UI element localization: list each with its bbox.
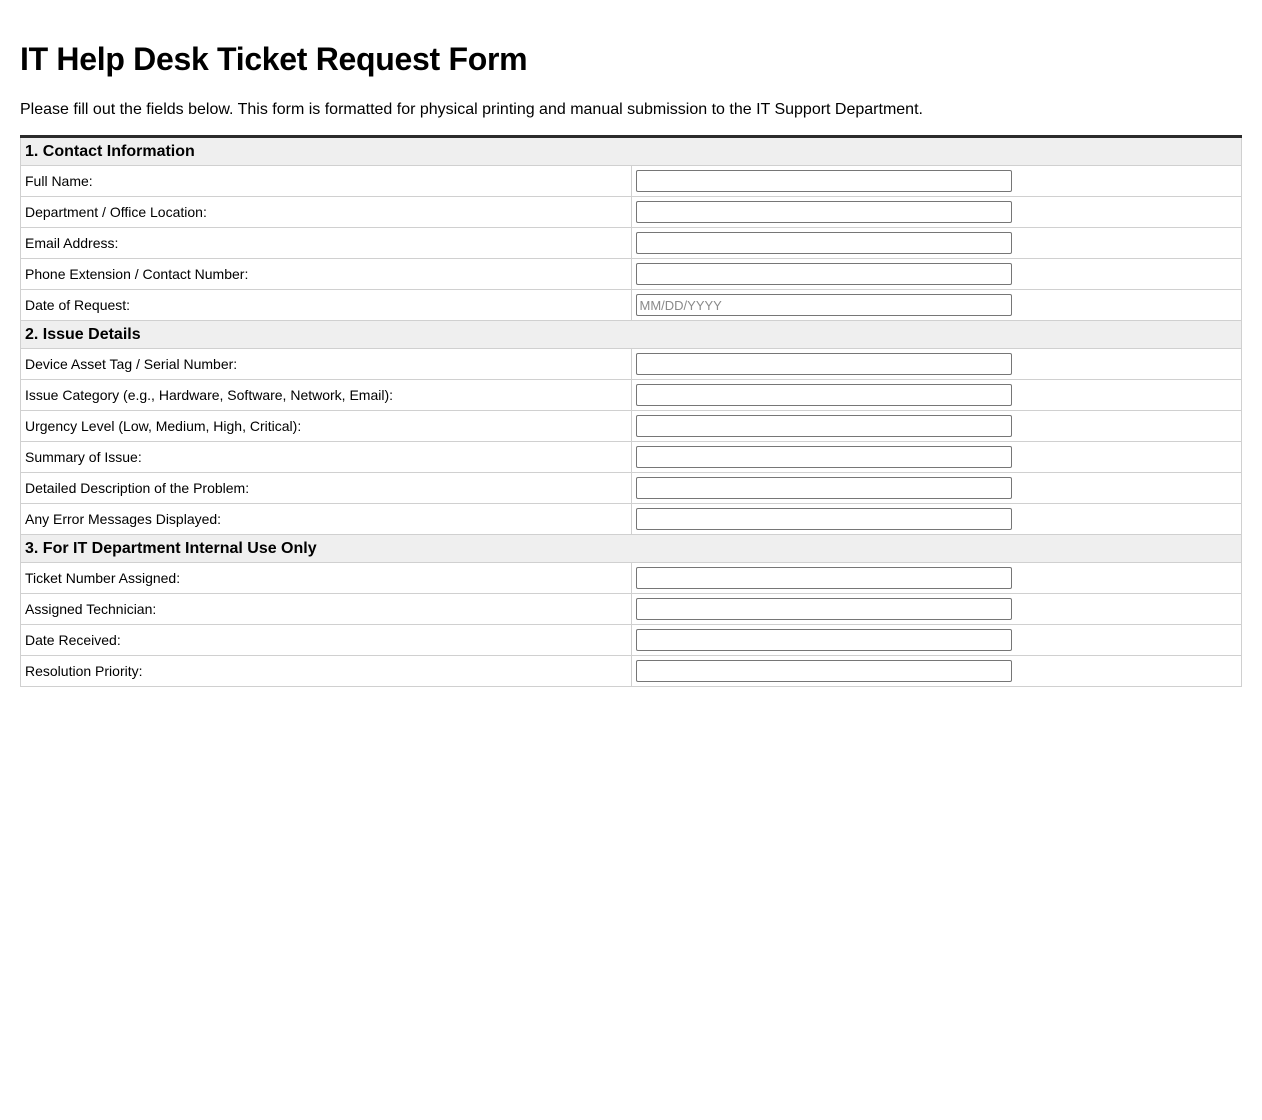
form-instructions: Please fill out the fields below. This form is formatted for physical printing and manual submission to the IT Support Department. xyxy=(20,101,923,118)
department-location-input[interactable] xyxy=(636,201,1012,223)
field-label: Date Received: xyxy=(21,625,632,656)
page-title: IT Help Desk Ticket Request Form xyxy=(20,41,528,77)
field-label: Assigned Technician: xyxy=(21,594,632,625)
field-label: Issue Category (e.g., Hardware, Software, Network, Email): xyxy=(21,380,632,411)
form-row-full-name xyxy=(21,166,1242,197)
field-label: Device Asset Tag / Serial Number: xyxy=(21,349,632,380)
form-row-resolution-priority xyxy=(21,656,1242,687)
field-label: Resolution Priority: xyxy=(21,656,632,687)
form-row-email xyxy=(21,228,1242,259)
field-label: Any Error Messages Displayed: xyxy=(21,504,632,535)
problem-description-input[interactable] xyxy=(636,477,1012,499)
section-header-contact xyxy=(21,137,1242,166)
field-label: Urgency Level (Low, Medium, High, Critical): xyxy=(21,411,632,442)
email-address-input[interactable] xyxy=(636,232,1012,254)
issue-category-input[interactable] xyxy=(636,384,1012,406)
section-heading: 2. Issue Details xyxy=(21,321,1242,349)
field-label: Date of Request: xyxy=(21,290,632,321)
form-row-summary xyxy=(21,442,1242,473)
section-heading: 3. For IT Department Internal Use Only xyxy=(21,535,1242,563)
section-heading: 1. Contact Information xyxy=(21,137,1242,166)
form-row-date-received xyxy=(21,625,1242,656)
form-row-issue-category xyxy=(21,380,1242,411)
form-row-ticket-number xyxy=(21,563,1242,594)
section-header-internal-use xyxy=(21,535,1242,563)
form-row-asset-tag xyxy=(21,349,1242,380)
urgency-level-input[interactable] xyxy=(636,415,1012,437)
assigned-technician-input[interactable] xyxy=(636,598,1012,620)
resolution-priority-input[interactable] xyxy=(636,660,1012,682)
field-label: Ticket Number Assigned: xyxy=(21,563,632,594)
date-of-request-input[interactable] xyxy=(636,294,1012,316)
date-received-input[interactable] xyxy=(636,629,1012,651)
error-messages-input[interactable] xyxy=(636,508,1012,530)
form-page xyxy=(20,0,1242,687)
field-label: Summary of Issue: xyxy=(21,442,632,473)
ticket-number-input[interactable] xyxy=(636,567,1012,589)
asset-tag-input[interactable] xyxy=(636,353,1012,375)
form-row-department xyxy=(21,197,1242,228)
section-header-issue-details xyxy=(21,321,1242,349)
form-row-date-of-request xyxy=(21,290,1242,321)
field-label: Full Name: xyxy=(21,166,632,197)
field-label: Email Address: xyxy=(21,228,632,259)
form-row-phone xyxy=(21,259,1242,290)
field-label: Phone Extension / Contact Number: xyxy=(21,259,632,290)
issue-summary-input[interactable] xyxy=(636,446,1012,468)
field-label: Detailed Description of the Problem: xyxy=(21,473,632,504)
form-row-technician xyxy=(21,594,1242,625)
phone-extension-input[interactable] xyxy=(636,263,1012,285)
form-row-error-messages xyxy=(21,504,1242,535)
form-row-description xyxy=(21,473,1242,504)
ticket-form-table xyxy=(20,135,1242,687)
form-row-urgency xyxy=(21,411,1242,442)
full-name-input[interactable] xyxy=(636,170,1012,192)
field-label: Department / Office Location: xyxy=(21,197,632,228)
